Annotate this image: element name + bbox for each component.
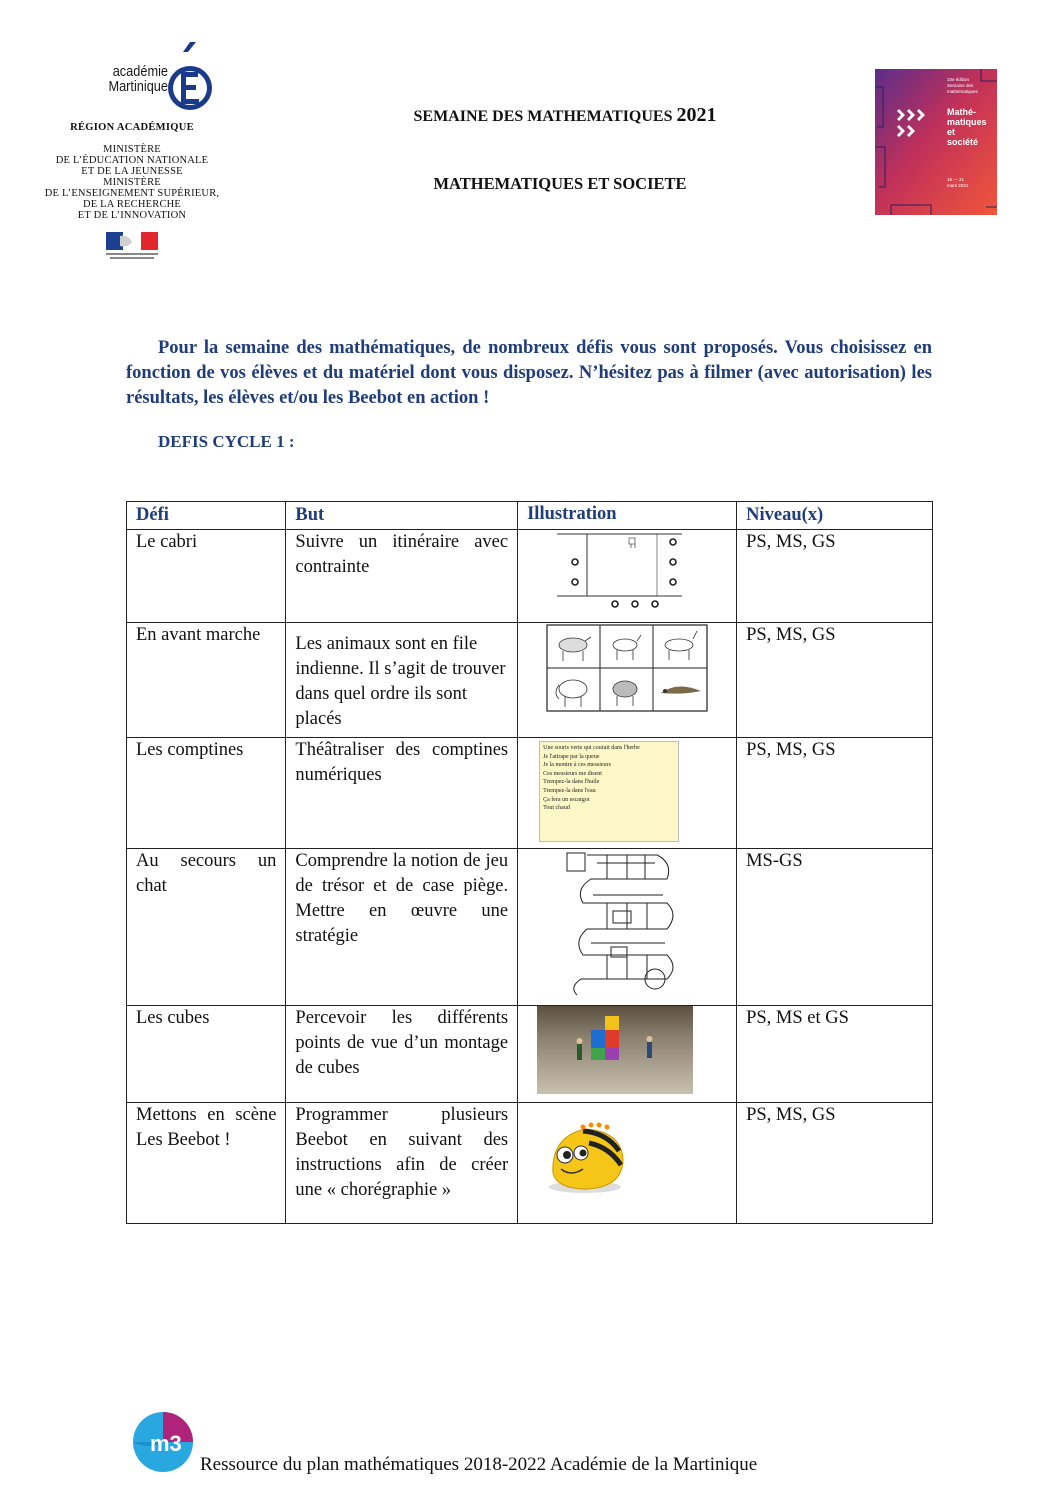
academie-e-icon xyxy=(166,42,214,118)
row-illustration xyxy=(518,530,737,623)
row-but: Suivre un itinéraire avec contrainte xyxy=(286,530,518,623)
row-illustration xyxy=(518,1006,737,1103)
table-row xyxy=(127,849,933,1006)
beebot-robot-image xyxy=(527,1103,727,1213)
svg-text:Mathé-: Mathé- xyxy=(947,107,976,117)
document-title xyxy=(300,104,830,127)
svg-text:mathématiques: mathématiques xyxy=(947,89,978,94)
row-niveau: PS, MS, GS xyxy=(737,530,933,623)
comptine-line: Tout chaud xyxy=(543,805,570,812)
cabri-grid-image xyxy=(527,530,727,614)
svg-text:mars 2021: mars 2021 xyxy=(947,183,969,188)
table-row xyxy=(127,738,933,849)
row-defi: Le cabri xyxy=(127,530,286,623)
m3-logo-text: m3 xyxy=(150,1431,182,1456)
row-defi: Au secours un chat xyxy=(127,849,286,1006)
m3-logo-icon xyxy=(132,1411,198,1473)
ministeres xyxy=(44,144,220,221)
row-niveau: PS, MS, GS xyxy=(737,623,933,738)
comptine-line: Je l'attrape par la queue xyxy=(543,753,600,760)
svg-text:15 — 21: 15 — 21 xyxy=(947,177,965,182)
academie-line1: académie xyxy=(112,63,168,80)
section-title: DEFIS CYCLE 1 : xyxy=(158,432,295,451)
comptine-line: Je la montre à ces messieurs xyxy=(543,762,611,769)
svg-text:Semaine des: Semaine des xyxy=(947,83,974,88)
table-row xyxy=(127,530,933,623)
row-defi: Les comptines xyxy=(127,738,286,849)
row-defi: En avant marche xyxy=(127,623,286,738)
marianne-flag-icon xyxy=(106,232,158,262)
table-row xyxy=(127,1006,933,1103)
row-illustration xyxy=(518,738,737,849)
svg-text:10e édition: 10e édition xyxy=(947,77,970,82)
row-niveau: PS, MS, GS xyxy=(737,738,933,849)
table-row xyxy=(127,1103,933,1224)
ministere1-l2: DE L’ÉDUCATION NATIONALE xyxy=(55,155,209,166)
defis-table xyxy=(126,501,933,1224)
title-prefix: SEMAINE DES MATHEMATIQUES xyxy=(413,108,673,125)
document-subtitle: MATHEMATIQUES ET SOCIETE xyxy=(433,174,687,193)
row-niveau: PS, MS et GS xyxy=(737,1006,933,1103)
row-illustration xyxy=(518,1103,737,1224)
ministere2-l2: DE L’ENSEIGNEMENT SUPÉRIEUR, xyxy=(44,188,220,199)
comptine-line: Ces messieurs me disent xyxy=(543,770,602,777)
row-defi: Mettons en scène Les Beebot ! xyxy=(127,1103,286,1224)
footer-text: Ressource du plan mathématiques 2018-2022 Académie de la Martinique xyxy=(200,1454,758,1475)
header-defi: Défi xyxy=(127,502,286,530)
row-but: Percevoir les différents points de vue d’un montage de cubes xyxy=(286,1006,518,1103)
row-defi: Les cubes xyxy=(127,1006,286,1103)
table-row xyxy=(127,623,933,738)
row-but: Les animaux sont en file indienne. Il s’agit de trouver dans quel ordre ils sont placés xyxy=(286,623,518,738)
svg-text:matiques: matiques xyxy=(947,117,987,127)
header-but: But xyxy=(286,502,518,530)
row-but: Théâtraliser des comptines numériques xyxy=(286,738,518,849)
comptine-line: Trempez-la dans l'huile xyxy=(543,779,600,786)
cat-board-game-image xyxy=(527,849,727,997)
ministere1-l3: ET DE LA JEUNESSE xyxy=(81,166,183,177)
intro-paragraph: Pour la semaine des mathématiques, de nombreux défis vous sont proposés. Vous choisissez en fonction de vos élèves et du matériel dont vous disposez. N’hésitez pas à filmer (avec autorisation) les résultats, les élèves et/ou les Beebot en action ! xyxy=(126,338,932,408)
academie-line2: Martinique xyxy=(108,78,168,95)
title-year: 2021 xyxy=(676,104,717,126)
comptine-line: Trempez-la dans l'eau xyxy=(543,787,596,794)
ministere2-l1: MINISTÈRE xyxy=(103,177,161,188)
row-illustration xyxy=(518,623,737,738)
row-niveau: MS-GS xyxy=(737,849,933,1006)
row-but: Programmer plusieurs Beebot en suivant des instructions afin de créer une « chorégraphie » xyxy=(286,1103,518,1224)
region-academique: RÉGION ACADÉMIQUE xyxy=(70,122,194,133)
comptine-text-image xyxy=(539,741,679,842)
header-niveau: Niveau(x) xyxy=(737,502,933,530)
comptine-line: Une souris verte qui courait dans l'herbe xyxy=(543,745,640,751)
header-illustration: Illustration xyxy=(518,502,737,530)
ministere2-l4: ET DE L’INNOVATION xyxy=(77,210,187,221)
academie-wordmark xyxy=(107,64,168,94)
row-but: Comprendre la notion de jeu de trésor et de case piège. Mettre en œuvre une stratégie xyxy=(286,849,518,1006)
cubes-photo-image xyxy=(527,1006,727,1094)
semaine-poster-image xyxy=(871,67,1001,217)
animals-grid-image xyxy=(527,623,727,713)
row-niveau: PS, MS, GS xyxy=(737,1103,933,1224)
row-illustration xyxy=(518,849,737,1006)
ministere2-l3: DE LA RECHERCHE xyxy=(82,199,182,210)
table-header-row xyxy=(127,502,933,530)
comptine-line: Ça fera un escargot xyxy=(543,796,590,803)
svg-text:et: et xyxy=(947,127,956,137)
ministere1-l1: MINISTÈRE xyxy=(103,144,161,155)
svg-text:société: société xyxy=(947,137,979,147)
academie-logo xyxy=(44,36,220,266)
